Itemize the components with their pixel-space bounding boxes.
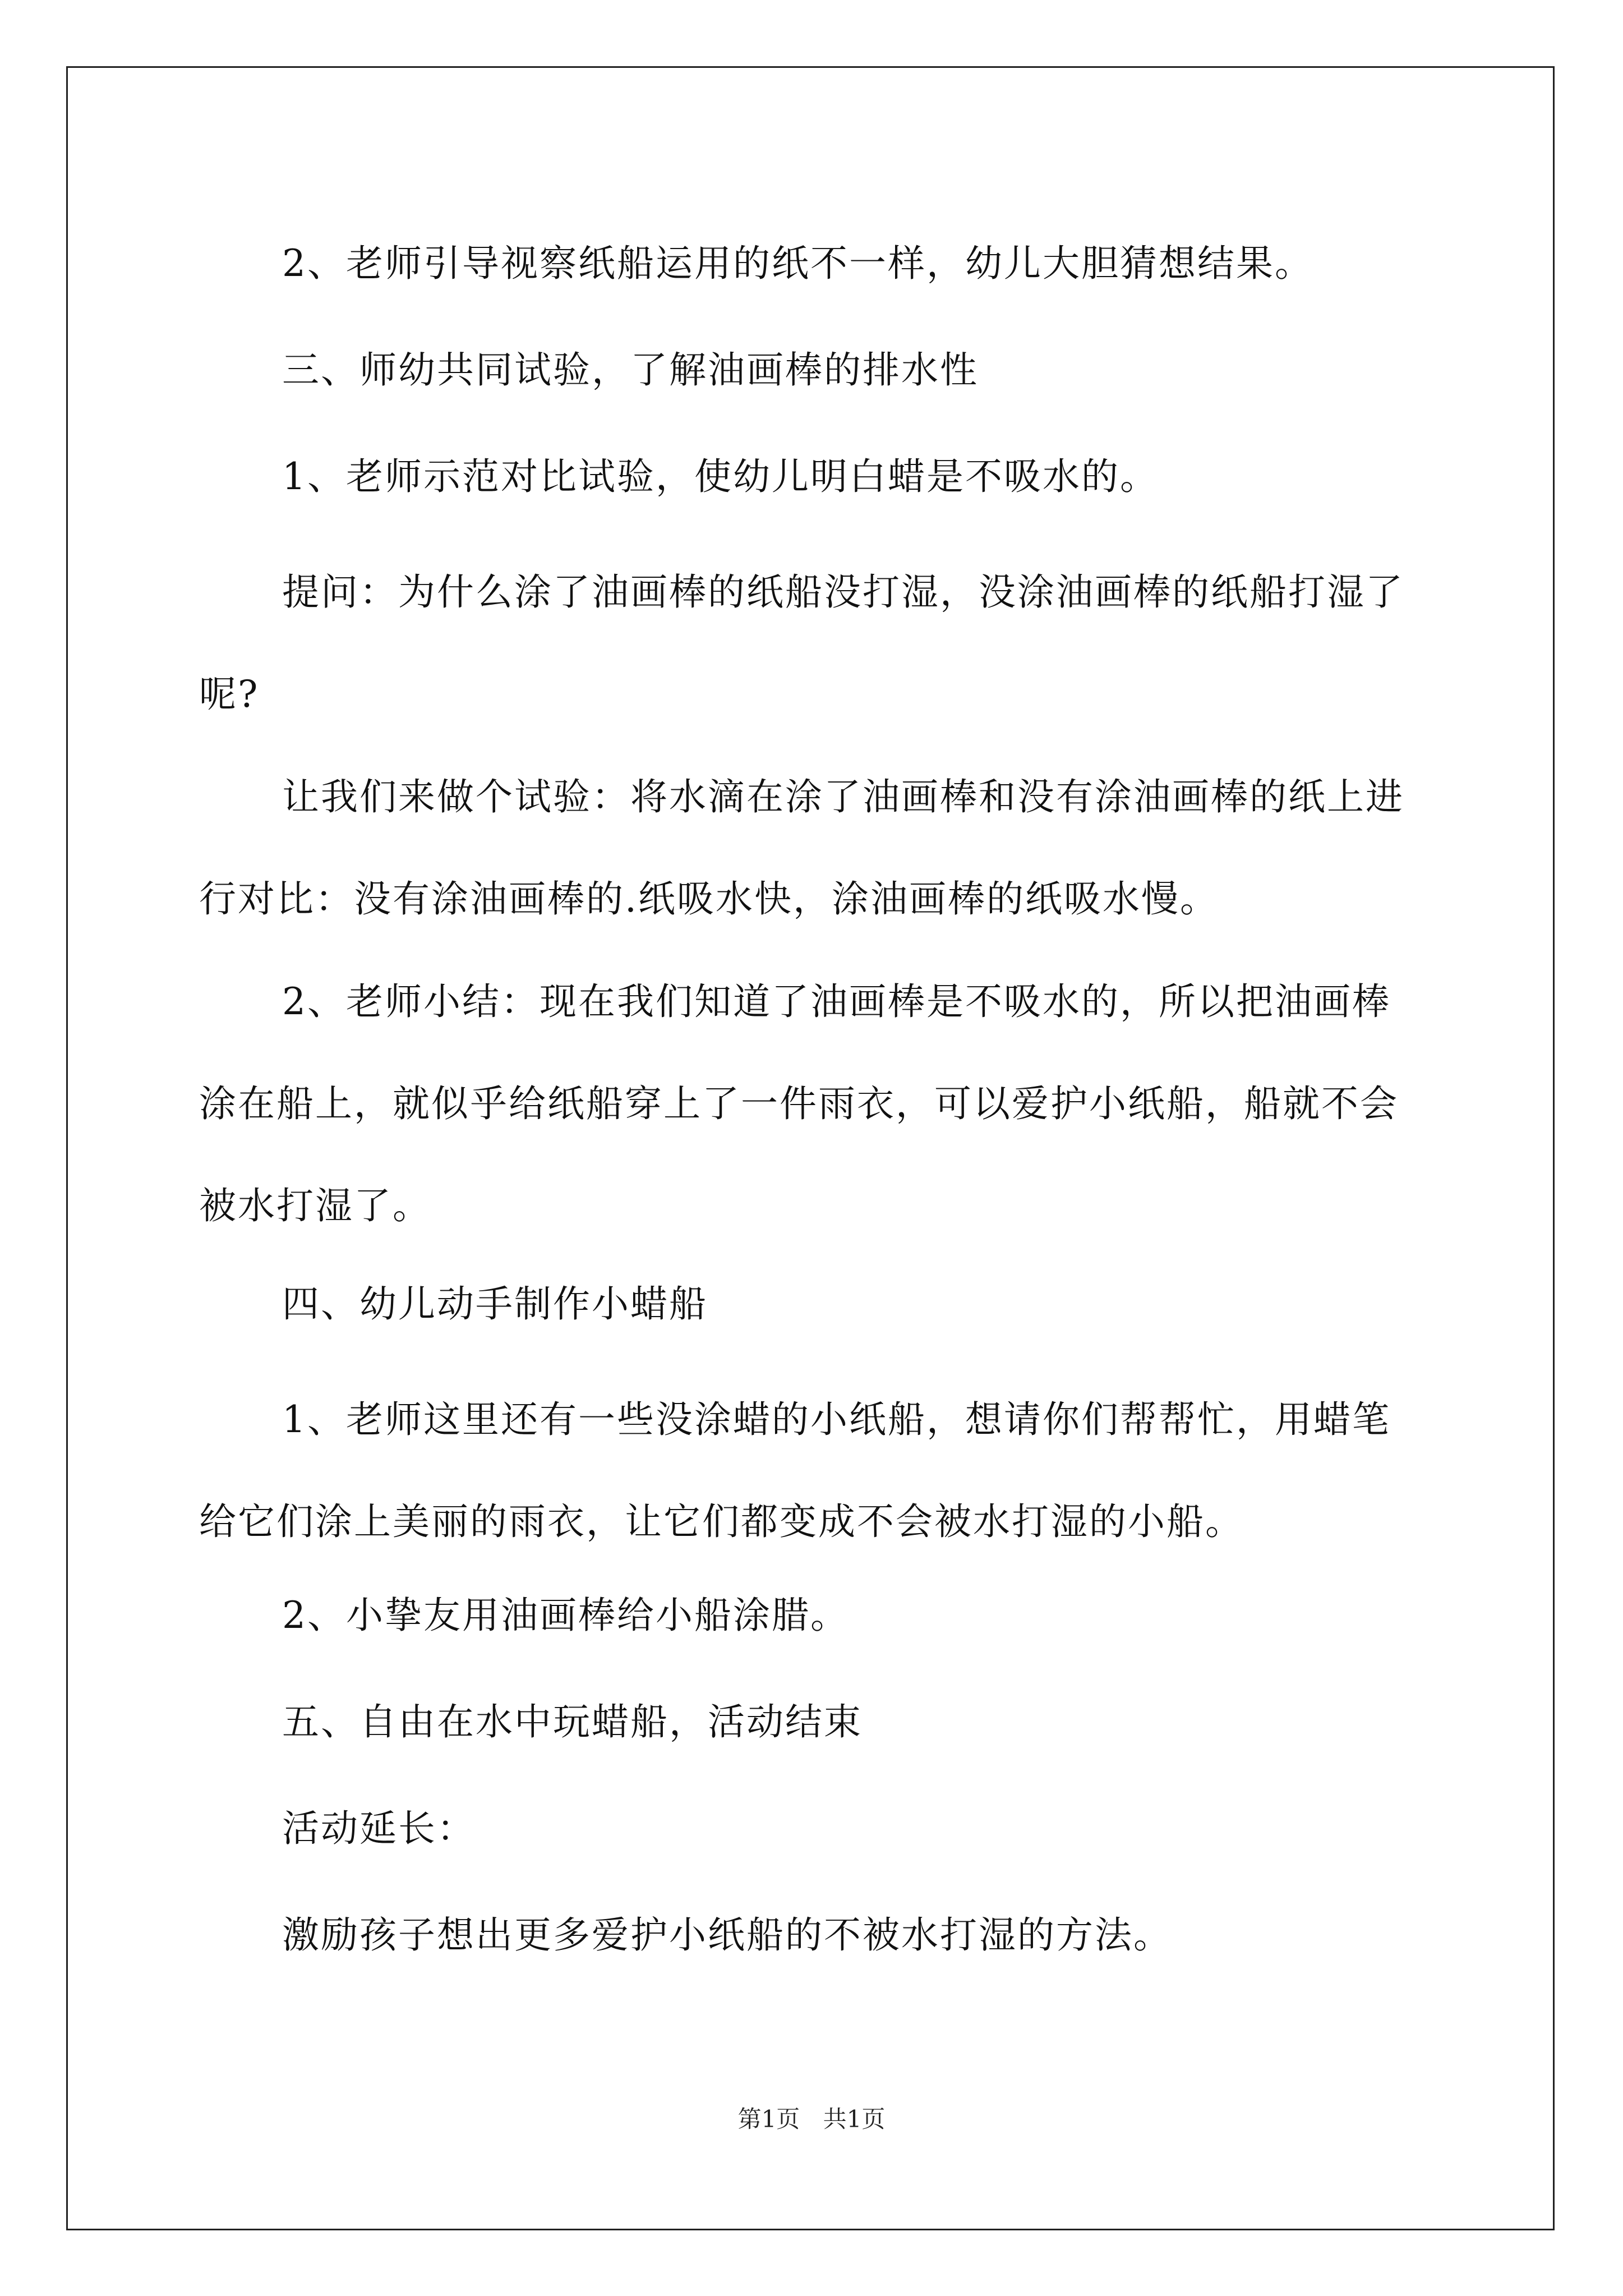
paragraph: 2、小挚友用油画棒给小船涂腊。 bbox=[282, 1594, 849, 1637]
paragraph: 2、老师小结：现在我们知道了油画棒是不吸水的，所以把油画棒涂在船上，就似乎给纸船穿上了一件雨衣，可以爱护小纸船，船就不会被水打湿了。 bbox=[199, 980, 1399, 1227]
page-number: 第1页 bbox=[737, 2105, 800, 2133]
paragraph: 1、老师这里还有一些没涂蜡的小纸船，想请你们帮帮忙，用蜡笔给它们涂上美丽的雨衣，让它们都变成不会被水打湿的小船。 bbox=[199, 1398, 1391, 1543]
section-heading: 三、师幼共同试验，了解油画棒的排水性 bbox=[282, 348, 979, 392]
paragraph: 提问：为什么涂了油画棒的纸船没打湿，没涂油画棒的纸船打湿了呢? bbox=[199, 570, 1404, 716]
paragraph: 活动延长： bbox=[282, 1807, 476, 1850]
page-footer bbox=[0, 2101, 1623, 2134]
paragraph: 让我们来做个试验：将水滴在涂了油画棒和没有涂油画棒的纸上进行对比：没有涂油画棒的.纸吸水快，涂油画棒的纸吸水慢。 bbox=[199, 775, 1404, 921]
paragraph: 激励孩子想出更多爱护小纸船的不被水打湿的方法。 bbox=[282, 1913, 1172, 1957]
page-total: 共1页 bbox=[823, 2105, 886, 2133]
section-heading: 五、自由在水中玩蜡船，活动结束 bbox=[282, 1700, 863, 1743]
paragraph: 2、老师引导视察纸船运用的纸不一样，幼儿大胆猜想结果。 bbox=[282, 242, 1313, 285]
section-heading: 四、幼儿动手制作小蜡船 bbox=[282, 1282, 708, 1326]
paragraph: 1、老师示范对比试验，使幼儿明白蜡是不吸水的。 bbox=[282, 455, 1159, 498]
